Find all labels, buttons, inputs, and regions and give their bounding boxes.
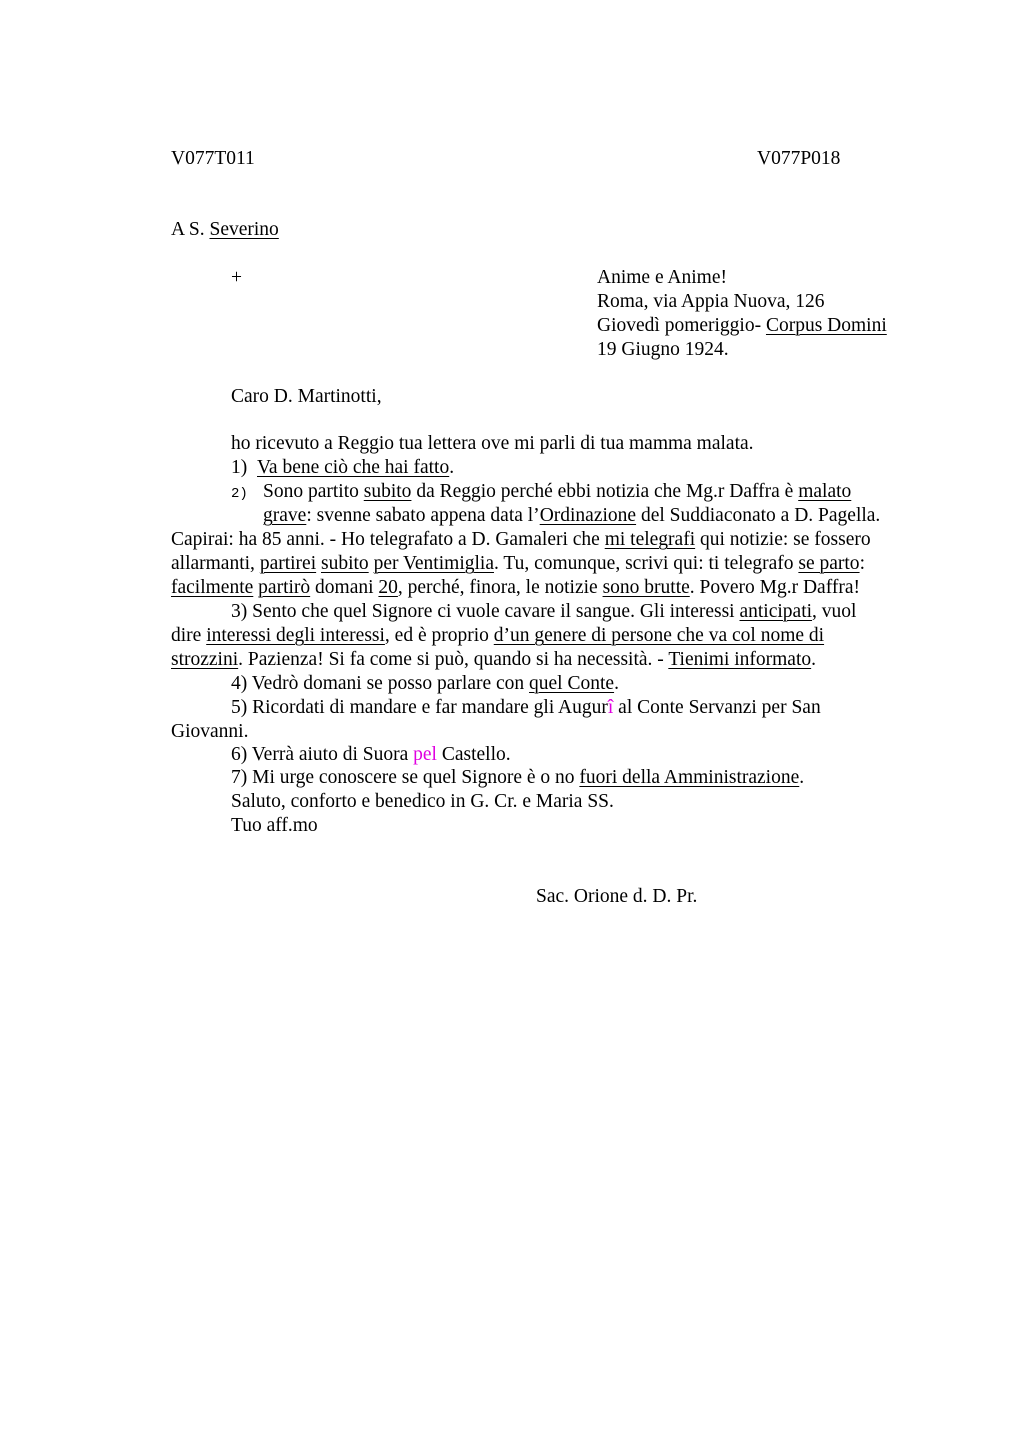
motto: Anime e Anime! <box>597 267 727 288</box>
item-2-line-4: allarmanti, partirei subito per Ventimiglia. Tu, comunque, scrivi qui: ti telegrafo se parto: <box>171 553 865 574</box>
item-7: 7) Mi urge conoscere se quel Signore è o no fuori della Amministrazione. <box>231 767 805 788</box>
document-code-left: V077T011 <box>171 148 255 169</box>
signature: Sac. Orione d. D. Pr. <box>536 886 698 907</box>
document-code-right: V077P018 <box>757 148 841 169</box>
item-6: 6) Verrà aiuto di Suora pel Castello. <box>231 744 511 765</box>
dayline: Giovedì pomeriggio- Corpus Domini <box>597 315 887 336</box>
item-2-line-1: Sono partito subito da Reggio perché ebbi notizia che Mg.r Daffra è malato <box>263 481 852 502</box>
closing-blessing: Saluto, conforto e benedico in G. Cr. e Maria SS. <box>231 791 614 812</box>
salutation: Caro D. Martinotti, <box>231 386 382 407</box>
item-5-line-2: Giovanni. <box>171 721 249 742</box>
item-4: 4) Vedrò domani se posso parlare con quel Conte. <box>231 673 619 694</box>
item-2-number: 2) <box>231 486 248 502</box>
recipient-line: A S. Severino <box>171 219 279 240</box>
item-2-line-2: grave: svenne sabato appena data l’Ordinazione del Suddiaconato a D. Pagella. <box>263 505 881 526</box>
closing-valediction: Tuo aff.mo <box>231 815 318 836</box>
date: 19 Giugno 1924. <box>597 339 729 360</box>
item-3-line-1: 3) Sento che quel Signore ci vuole cavare il sangue. Gli interessi anticipati, vuol <box>231 601 857 622</box>
item-3-line-2: dire interessi degli interessi, ed è proprio d’un genere di persone che va col nome di <box>171 625 825 646</box>
item-2-line-5: facilmente partirò domani 20, perché, finora, le notizie sono brutte. Povero Mg.r Daffra! <box>171 577 860 598</box>
item-5-line-1: 5) Ricordati di mandare e far mandare gli Augurî al Conte Servanzi per San <box>231 697 821 718</box>
feast-name: Corpus Domini <box>765 315 887 336</box>
item-1: 1) Va bene ciò che hai fatto. <box>231 457 455 478</box>
item-2-line-3: Capirai: ha 85 anni. - Ho telegrafato a D. Gamaleri che mi telegrafi qui notizie: se fossero <box>171 529 871 550</box>
intro-paragraph: ho ricevuto a Reggio tua lettera ove mi parli di tua mamma malata. <box>231 433 754 454</box>
cross-symbol: + <box>231 267 242 288</box>
recipient-name: Severino <box>209 219 279 240</box>
item-3-line-3: strozzini. Pazienza! Si fa come si può, quando si ha necessità. - Tienimi informato. <box>171 649 817 670</box>
address: Roma, via Appia Nuova, 126 <box>597 291 825 312</box>
